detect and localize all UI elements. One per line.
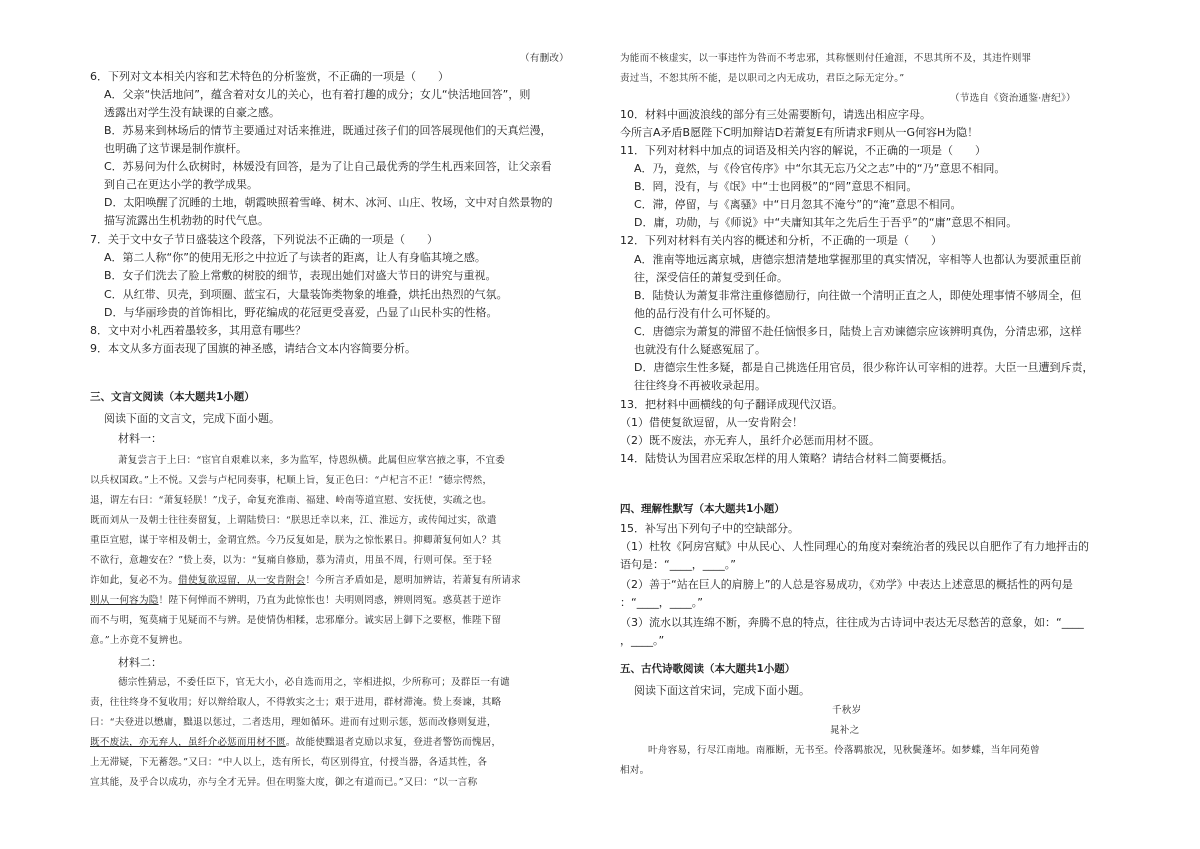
q12-option-c-cont: 也就没有什么疑惑冤屈了。 bbox=[634, 343, 766, 356]
poem-line: 叶舟容易，行尽江南地。南雁断，无书至。伶落羁旅况，见秋鬓蓬坏。如梦蝶，当年同苑曾 bbox=[648, 745, 1040, 756]
q15-part-3: （3）流水以其连绵不断，奔腾不息的特点，往往成为古诗词中表达无尽愁苦的意象，如：“____ bbox=[620, 616, 1084, 629]
material-1-text: ！今所言矛盾如是，愿明加辨诘，若萧复有所请求 bbox=[305, 575, 521, 586]
material-1-title: 材料一： bbox=[118, 432, 162, 445]
question-13: 13．把材料中画横线的句子翻译成现代汉语。 bbox=[620, 398, 843, 411]
q11-option-a: A．乃，竟然，与《伶官传序》中“尔其无忘乃父之志”中的“乃”意思不相同。 bbox=[634, 162, 1006, 175]
q12-option-a: A．淮南等地远离京城，唐德宗想清楚地掌握那里的真实情况，宰相等人也都认为要派重臣前 bbox=[634, 253, 1082, 266]
q7-option-c: C．从红带、贝壳，到项圈、蓝宝石，大量装饰类物象的堆叠，烘托出热烈的气氛。 bbox=[104, 288, 508, 301]
material-1-line: 意。”上亦竟不复辨也。 bbox=[90, 635, 189, 646]
q7-option-d: D．与华丽珍贵的首饰相比，野花编成的花冠更受喜爱，凸显了山民朴实的性格。 bbox=[104, 306, 498, 319]
source-note: （有删改） bbox=[520, 53, 569, 64]
poem-author: 晁补之 bbox=[830, 725, 860, 736]
material-1-text: 诈如此，复必不为。 bbox=[90, 575, 179, 586]
q6-option-c: C．苏易问为什么砍树时，林媛没有回答，是为了让自己最优秀的学生札西来回答，让父亲看 bbox=[104, 160, 552, 173]
question-13-part-1: （1）借使复欲逗留，从一安肯附会！ bbox=[620, 416, 803, 429]
material-1-line-mixed bbox=[90, 594, 501, 608]
q12-option-a-cont: 往，深受信任的萧复受到任命。 bbox=[634, 271, 788, 284]
material-1-line: 以兵权国政。”上不悦。又尝与卢杞同奏事，杞顺上旨，复正色曰：“卢杞言不正！”德宗愕然， bbox=[90, 475, 493, 486]
material-2-line-mixed bbox=[90, 736, 501, 750]
question-9: 9．本文从多方面表现了国旗的神圣感，请结合文本内容简要分析。 bbox=[90, 342, 416, 355]
q6-option-c-cont: 到自己在更达小学的教学成果。 bbox=[104, 178, 258, 191]
material-1-line: 重臣宣慰，谋于宰相及朝士，金谓宜然。今乃反复如是，朕为之惊怅累日。抑卿萧复何如人？其 bbox=[90, 535, 502, 546]
q12-option-b-cont: 他的品行没有什么可怀疑的。 bbox=[634, 307, 777, 320]
poem-intro: 阅读下面这首宋词，完成下面小题。 bbox=[634, 684, 810, 697]
material-1-line: 不欲行，意趣安在？”贽上奏，以为：“复痛自修励，慕为清贞，用虽不周，行则可保。至于轻 bbox=[90, 555, 492, 566]
section-3-intro: 阅读下面的文言文，完成下面小题。 bbox=[104, 412, 280, 425]
q6-option-d: D．太阳唤醒了沉睡的土地，朝霞映照着雪峰、树木、冰河、山庄、牧场，文中对自然景物的 bbox=[104, 196, 553, 209]
q15-part-1: （1）杜牧《阿房宫赋》中从民心、人性同理心的角度对秦统治者的残民以自肥作了有力地抨击的 bbox=[620, 540, 1089, 553]
section-5-heading: 五、古代诗歌阅读（本大题共1小题） bbox=[620, 663, 796, 675]
material-1-line: 萧复尝言于上曰：“宦官自艰难以来，多为监军，恃恩纵横。此属但应掌宫掖之事，不宜委 bbox=[118, 455, 506, 466]
q12-option-b: B．陆贽认为萧复非常注重修德励行，向往做一个清明正直之人，即使处理事情不够周全，但 bbox=[634, 289, 1082, 302]
q6-option-b-cont: 也明确了这节课是制作旗杆。 bbox=[104, 142, 247, 155]
material-2-line: 为能而不核虚实，以一事违忤为咎而不考忠邪，其称惬则付任逾涯，不思其所不及，其违忤则罪 bbox=[620, 53, 1032, 64]
q11-option-b: B．罔，没有，与《氓》中“士也罔极”的“罔”意思不相同。 bbox=[634, 180, 918, 193]
q7-option-a: A．第二人称“你”的使用无形之中拉近了与读者的距离，让人有身临其境之感。 bbox=[104, 251, 486, 264]
material-1-line: 退，谓左右曰：“萧复轻朕！”戊子，命复充淮南、福建、岭南等道宣慰、安抚使，实疏之也。 bbox=[90, 495, 492, 506]
q15-part-2-blank: ：“____，____。” bbox=[620, 596, 703, 609]
q11-option-c: C．滞，停留，与《离骚》中“日月忽其不淹兮”的“淹”意思不相同。 bbox=[634, 198, 962, 211]
q6-option-a-cont: 透露出对学生没有缺课的自豪之感。 bbox=[104, 106, 280, 119]
q12-option-c: C．唐德宗为萧复的滞留不赴任恼恨多日，陆贽上言劝谏德宗应该辨明真伪，分清忠邪，这样 bbox=[634, 325, 1082, 338]
question-10-text: 今所言A矛盾B愿陛下C明加辩诘D若萧复E有所请求F则从一G何容H为隐！ bbox=[620, 126, 979, 139]
q15-part-3-blank: ，____。” bbox=[620, 634, 665, 647]
question-15: 15．补写出下列句子中的空缺部分。 bbox=[620, 522, 799, 535]
underlined-sentence-2: 既不废法，亦无弃人，虽纤介必惩而用材不匮 bbox=[90, 737, 286, 748]
material-1-line-mixed bbox=[90, 574, 521, 588]
material-2-line: 德宗性猜忌，不委任臣下，官无大小，必自选而用之，宰相进拟，少所称可；及群臣一有谴 bbox=[118, 677, 510, 688]
q7-option-b: B．女子们洗去了脸上常敷的树胶的细节，表现出她们对盛大节日的讲究与重视。 bbox=[104, 269, 497, 282]
material-2-line: 上无滞疑，下无蓄怨。”又曰：“中人以上，迭有所长，苟区别得宜，付授当器，各适其性，各 bbox=[90, 757, 488, 768]
q15-part-1-blank: 语句是：“____，____。” bbox=[620, 558, 736, 571]
material-1-line: 而不与明，冤莫痛于见疑而不与辨。是使情伪相糅，忠邪靡分。诚实居上御下之要枢，惟陛下留 bbox=[90, 615, 502, 626]
question-11-stem: 11．下列对材料中加点的词语及相关内容的解说，不正确的一项是（ ） bbox=[620, 144, 986, 157]
section-4-heading: 四、理解性默写（本大题共1小题） bbox=[620, 503, 785, 515]
material-2-title: 材料二： bbox=[118, 656, 162, 669]
underlined-sentence-1: 借使复欲逗留，从一安肯附会 bbox=[178, 575, 306, 586]
material-2-line: 曰：“夫登进以懋庸，黜退以惩过，二者迭用，理如循环。进而有过则示惩，惩而改修则复进， bbox=[90, 717, 497, 728]
q6-option-a: A．父亲“快活地问”，蕴含着对女儿的关心，也有着打趣的成分；女儿“快活地回答”，则 bbox=[104, 88, 531, 101]
material-1-text: ！陛下何惮而不辨明，乃直为此惊怅也！夫明则罔惑，辨则罔冤。惑莫甚于逆诈 bbox=[158, 595, 502, 606]
poem-title: 千秋岁 bbox=[832, 705, 862, 716]
question-7-stem: 7．关于文中女子节日盛装这个段落，下列说法不正确的一项是（ ） bbox=[90, 233, 438, 246]
passage-source: （节选自《资治通鉴·唐纪》） bbox=[950, 93, 1076, 104]
material-1-line: 既而刘从一及朝士往往奏留复，上谓陆贽曰：“朕思迁幸以来，江、淮远方，或传闻过实，欲遣 bbox=[90, 515, 497, 526]
q12-option-d-cont: 往往终身不再被收录起用。 bbox=[634, 379, 766, 392]
q12-option-d: D．唐德宗生性多疑，都是自己挑选任用官员，很少称许认可宰相的进荐。大臣一旦遭到斥责， bbox=[634, 361, 1094, 374]
q15-part-2: （2）善于“站在巨人的肩膀上”的人总是容易成功，《劝学》中表达上述意思的概括性的两句是 bbox=[620, 578, 1073, 591]
q11-option-d: D．庸，功勋，与《师说》中“夫庸知其年之先后生于吾乎”的“庸”意思不相同。 bbox=[634, 216, 1018, 229]
question-8: 8．文中对小札西着墨较多，其用意有哪些？ bbox=[90, 324, 306, 337]
question-12-stem: 12．下列对材料有关内容的概述和分析，不正确的一项是（ ） bbox=[620, 234, 942, 247]
poem-line: 相对。 bbox=[620, 765, 650, 776]
question-14: 14．陆贽认为国君应采取怎样的用人策略？请结合材料二简要概括。 bbox=[620, 452, 953, 465]
q6-option-b: B．苏易来到林场后的情节主要通过对话来推进，既通过孩子们的回答展现他们的天真烂漫， bbox=[104, 124, 552, 137]
material-2-text: 。故能使黜退者克励以求复，登进者警饬而愧居， bbox=[285, 737, 502, 748]
material-2-line: 责，往往终身不复收用；好以辩给取人，不得敦实之士；艰于进用，群材滞淹。贽上奏谏，其略 bbox=[90, 697, 502, 708]
material-2-line: 宣其能，及乎合以成功，亦与全才无异。但在明鉴大度，御之有道而已。”又曰：“以一言称 bbox=[90, 777, 478, 788]
question-10: 10．材料中画波浪线的部分有三处需要断句，请选出相应字母。 bbox=[620, 108, 931, 121]
wavy-line-segment: 则从一何容为隐 bbox=[90, 595, 159, 606]
section-3-heading: 三、文言文阅读（本大题共1小题） bbox=[90, 391, 255, 403]
question-13-part-2: （2）既不废法，亦无弃人，虽纤介必惩而用材不匮。 bbox=[620, 434, 880, 447]
q6-option-d-cont: 描写流露出生机勃勃的时代气息。 bbox=[104, 214, 269, 227]
question-6-stem: 6．下列对文本相关内容和艺术特色的分析鉴赏，不正确的一项是（ ） bbox=[90, 70, 449, 83]
material-2-line: 责过当，不恕其所不能，是以职司之内无成功，君臣之际无定分。” bbox=[620, 73, 905, 84]
